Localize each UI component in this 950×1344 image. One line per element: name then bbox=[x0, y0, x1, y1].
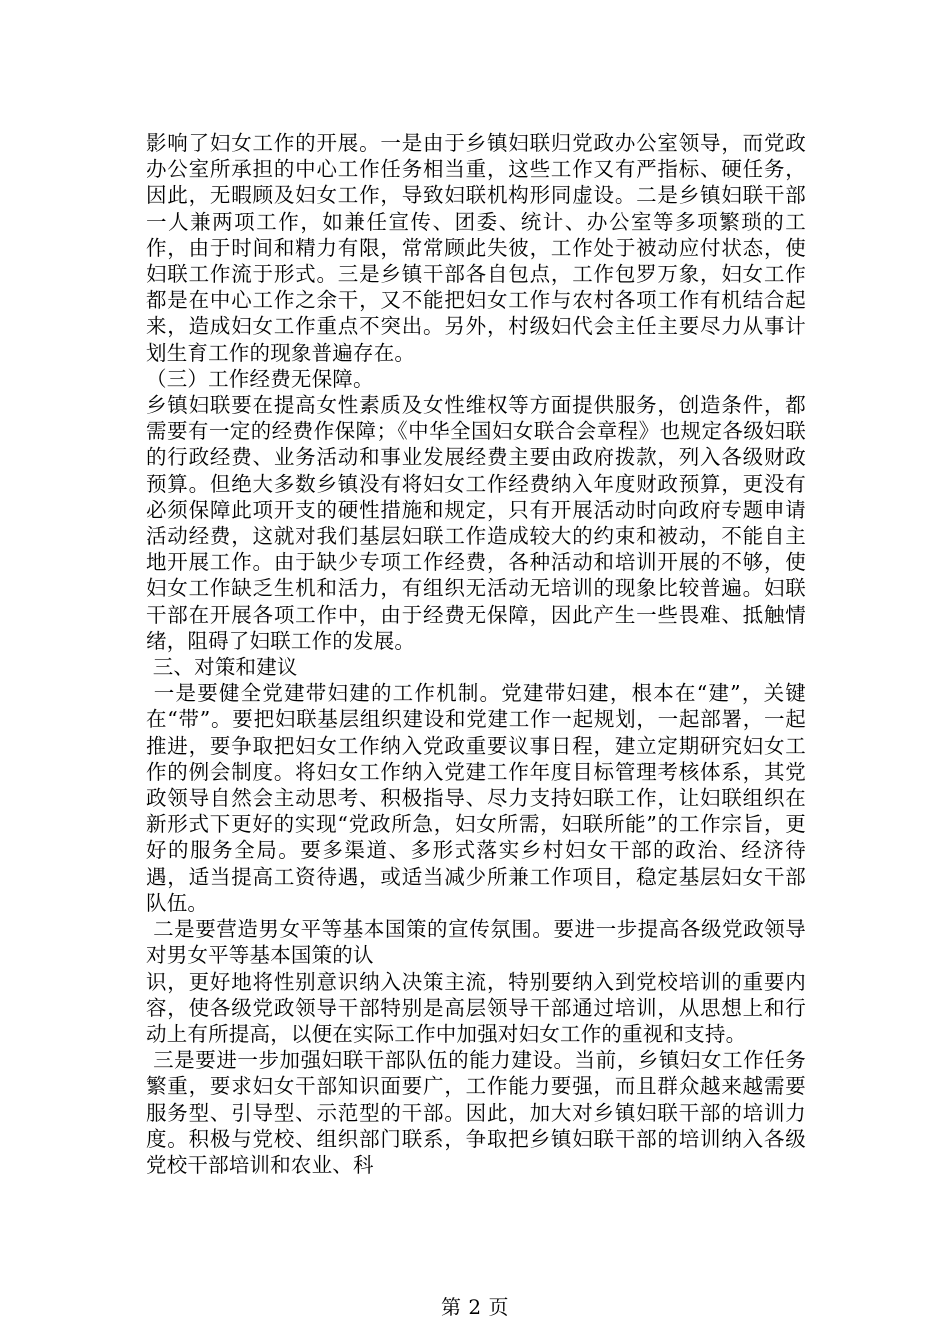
paragraph-leadership-issues: 影响了妇女工作的开展。一是由于乡镇妇联归党政办公室领导，而党政办公室所承担的中心工作任务相当重，这些工作又有严指标、硬任务，因此，无暇顾及妇女工作，导致妇联机构形同虚设。二是乡镇妇联干部一人兼两项工作，如兼任宣传、团委、统计、办公室等多项繁琐的工作，由于时间和精力有限，常常顾此失彼，工作处于被动应付状态，使妇联工作流于形式。三是乡镇干部各自包点，工作包罗万象，妇女工作都是在中心工作之余干，又不能把妇女工作与农村各项工作有机结合起来，造成妇女工作重点不突出。另外，村级妇代会主任主要尽力从事计划生育工作的现象普遍存在。 bbox=[146, 131, 806, 365]
document-body bbox=[146, 130, 806, 1178]
paragraph-gender-equality-cont: 识，更好地将性别意识纳入决策主流，特别要纳入到党校培训的重要内容，使各级党政领导干部特别是高层领导干部通过培训，从思想上和行动上有所提高，以便在实际工作中加强对妇女工作的重视和支持。 bbox=[146, 969, 806, 1046]
paragraph-funding-issues: 乡镇妇联要在提高女性素质及女性维权等方面提供服务，创造条件，都需要有一定的经费作保障；《中华全国妇女联合会章程》也规定各级妇联的行政经费、业务活动和事业发展经费主要由政府拨款，列入各级财政预算。但绝大多数乡镇没有将妇女工作经费纳入年度财政预算，更没有必须保障此项开支的硬性措施和规定，只有开展活动时向政府专题申请活动经费，这就对我们基层妇联工作造成较大的约束和被动，不能自主地开展工作。由于缺少专项工作经费，各种活动和培训开展的不够，使妇女工作缺乏生机和活力，有组织无活动无培训的现象比较普遍。妇联干部在开展各项工作中，由于经费无保障，因此产生一些畏难、抵触情绪，阻碍了妇联工作的发展。 bbox=[146, 393, 806, 653]
page-number: 第 2 页 bbox=[441, 1295, 509, 1319]
heading-countermeasures: 三、对策和建议 bbox=[146, 655, 298, 680]
heading-funding-no-guarantee: （三）工作经费无保障。 bbox=[146, 366, 374, 391]
paragraph-gender-equality: 二是要营造男女平等基本国策的宣传氛围。要进一步提高各级党政领导对男女平等基本国策的认 bbox=[146, 917, 806, 968]
paragraph-party-building: 一是要健全党建带妇建的工作机制。党建带妇建，根本在“建”，关键在“带”。要把妇联基层组织建设和党建工作一起规划，一起部署，一起推进，要争取把妇女工作纳入党政重要议事日程，建立定期研究妇女工作的例会制度。将妇女工作纳入党建工作年度目标管理考核体系，其党政领导自然会主动思考、积极指导、尽力支持妇联工作，让妇联组织在新形式下更好的实现“党政所急，妇女所需，妇联所能”的工作宗旨，更好的服务全局。要多渠道、多形式落实乡村妇女干部的政治、经济待遇，适当提高工资待遇，或适当减少所兼工作项目，稳定基层妇女干部队伍。 bbox=[146, 681, 806, 915]
paragraph-capacity-building: 三是要进一步加强妇联干部队伍的能力建设。当前，乡镇妇女工作任务繁重，要求妇女干部知识面要广，工作能力要强，而且群众越来越需要服务型、引导型、示范型的干部。因此，加大对乡镇妇联干部的培训力度。积极与党校、组织部门联系，争取把乡镇妇联干部的培训纳入各级党校干部培训和农业、科 bbox=[146, 1048, 806, 1177]
